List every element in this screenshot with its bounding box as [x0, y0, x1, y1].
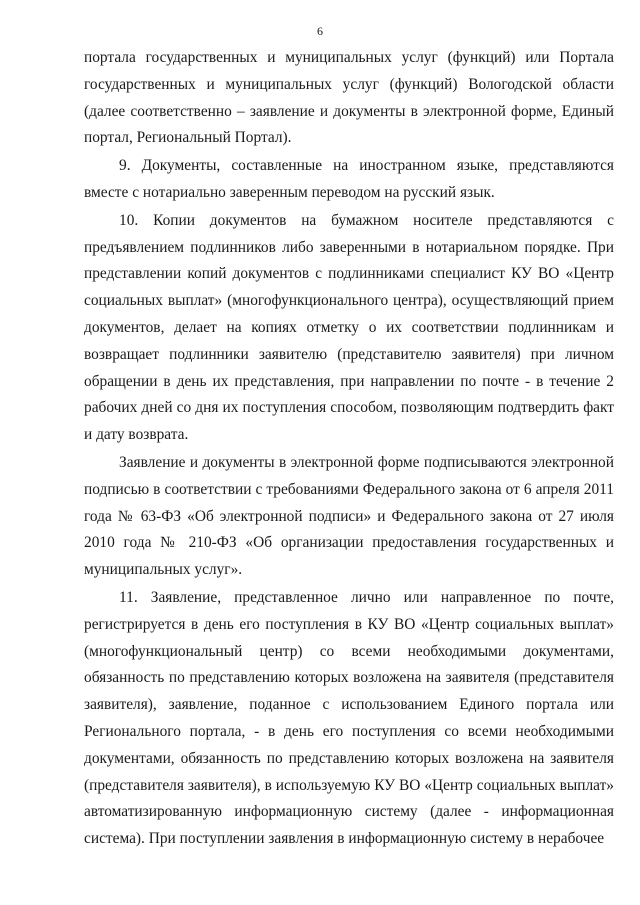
paragraph-item-11: 11. Заявление, представленное лично или направленное по почте, регистрируется в день его поступления в КУ ВО «Центр социальных выплат» (многофункциональный центр) со всеми необходимыми документами, обязанность по представлению которых возложена на заявителя (представителя заявителя), заявление, поданное с использованием Единого портала или Регионального портала, - в день его поступления со всеми необходимыми документами, обязанность по представлению которых возложена на заявителя (представителя заявителя), в используемую КУ ВО «Центр социальных выплат» автоматизированную информационную систему (далее - информационная система). При поступлении заявления в информационную систему в нерабочее: [84, 588, 614, 848]
paragraph-item-9: 9. Документы, составленные на иностранном языке, представляются вместе с нотариально заверенным переводом на русский язык.: [84, 157, 614, 201]
paragraph-continuation: портала государственных и муниципальных услуг (функций) или Портала государственных и муниципальных услуг (функций) Вологодской области (далее соответственно – заявление и документы в электронной форме, Единый портал, Региональный Портал).: [84, 49, 614, 147]
page-number: 6: [317, 24, 323, 38]
paragraph-electronic-signature: Заявление и документы в электронной форме подписываются электронной подписью в соответствии с требованиями Федерального закона от 6 апреля 2011 года № 63-ФЗ «Об электронной подписи» и Федерального закона от 27 июля 2010 года № 210-ФЗ «Об организации предоставления государственных и муниципальных услуг».: [84, 453, 614, 579]
paragraph-item-10: 10. Копии документов на бумажном носителе представляются с предъявлением подлинников либо заверенными в нотариальном порядке. При представлении копий документов с подлинниками специалист КУ ВО «Центр социальных выплат» (многофункционального центра), осуществляющий прием документов, делает на копиях отметку о их соответствии подлинникам и возвращает подлинники заявителю (представителю заявителя) при личном обращении в день их представления, при направлении по почте - в течение 2 рабочих дней со дня их поступления способом, позволяющим подтвердить факт и дату возврата.: [84, 211, 614, 444]
document-body: [84, 45, 614, 854]
